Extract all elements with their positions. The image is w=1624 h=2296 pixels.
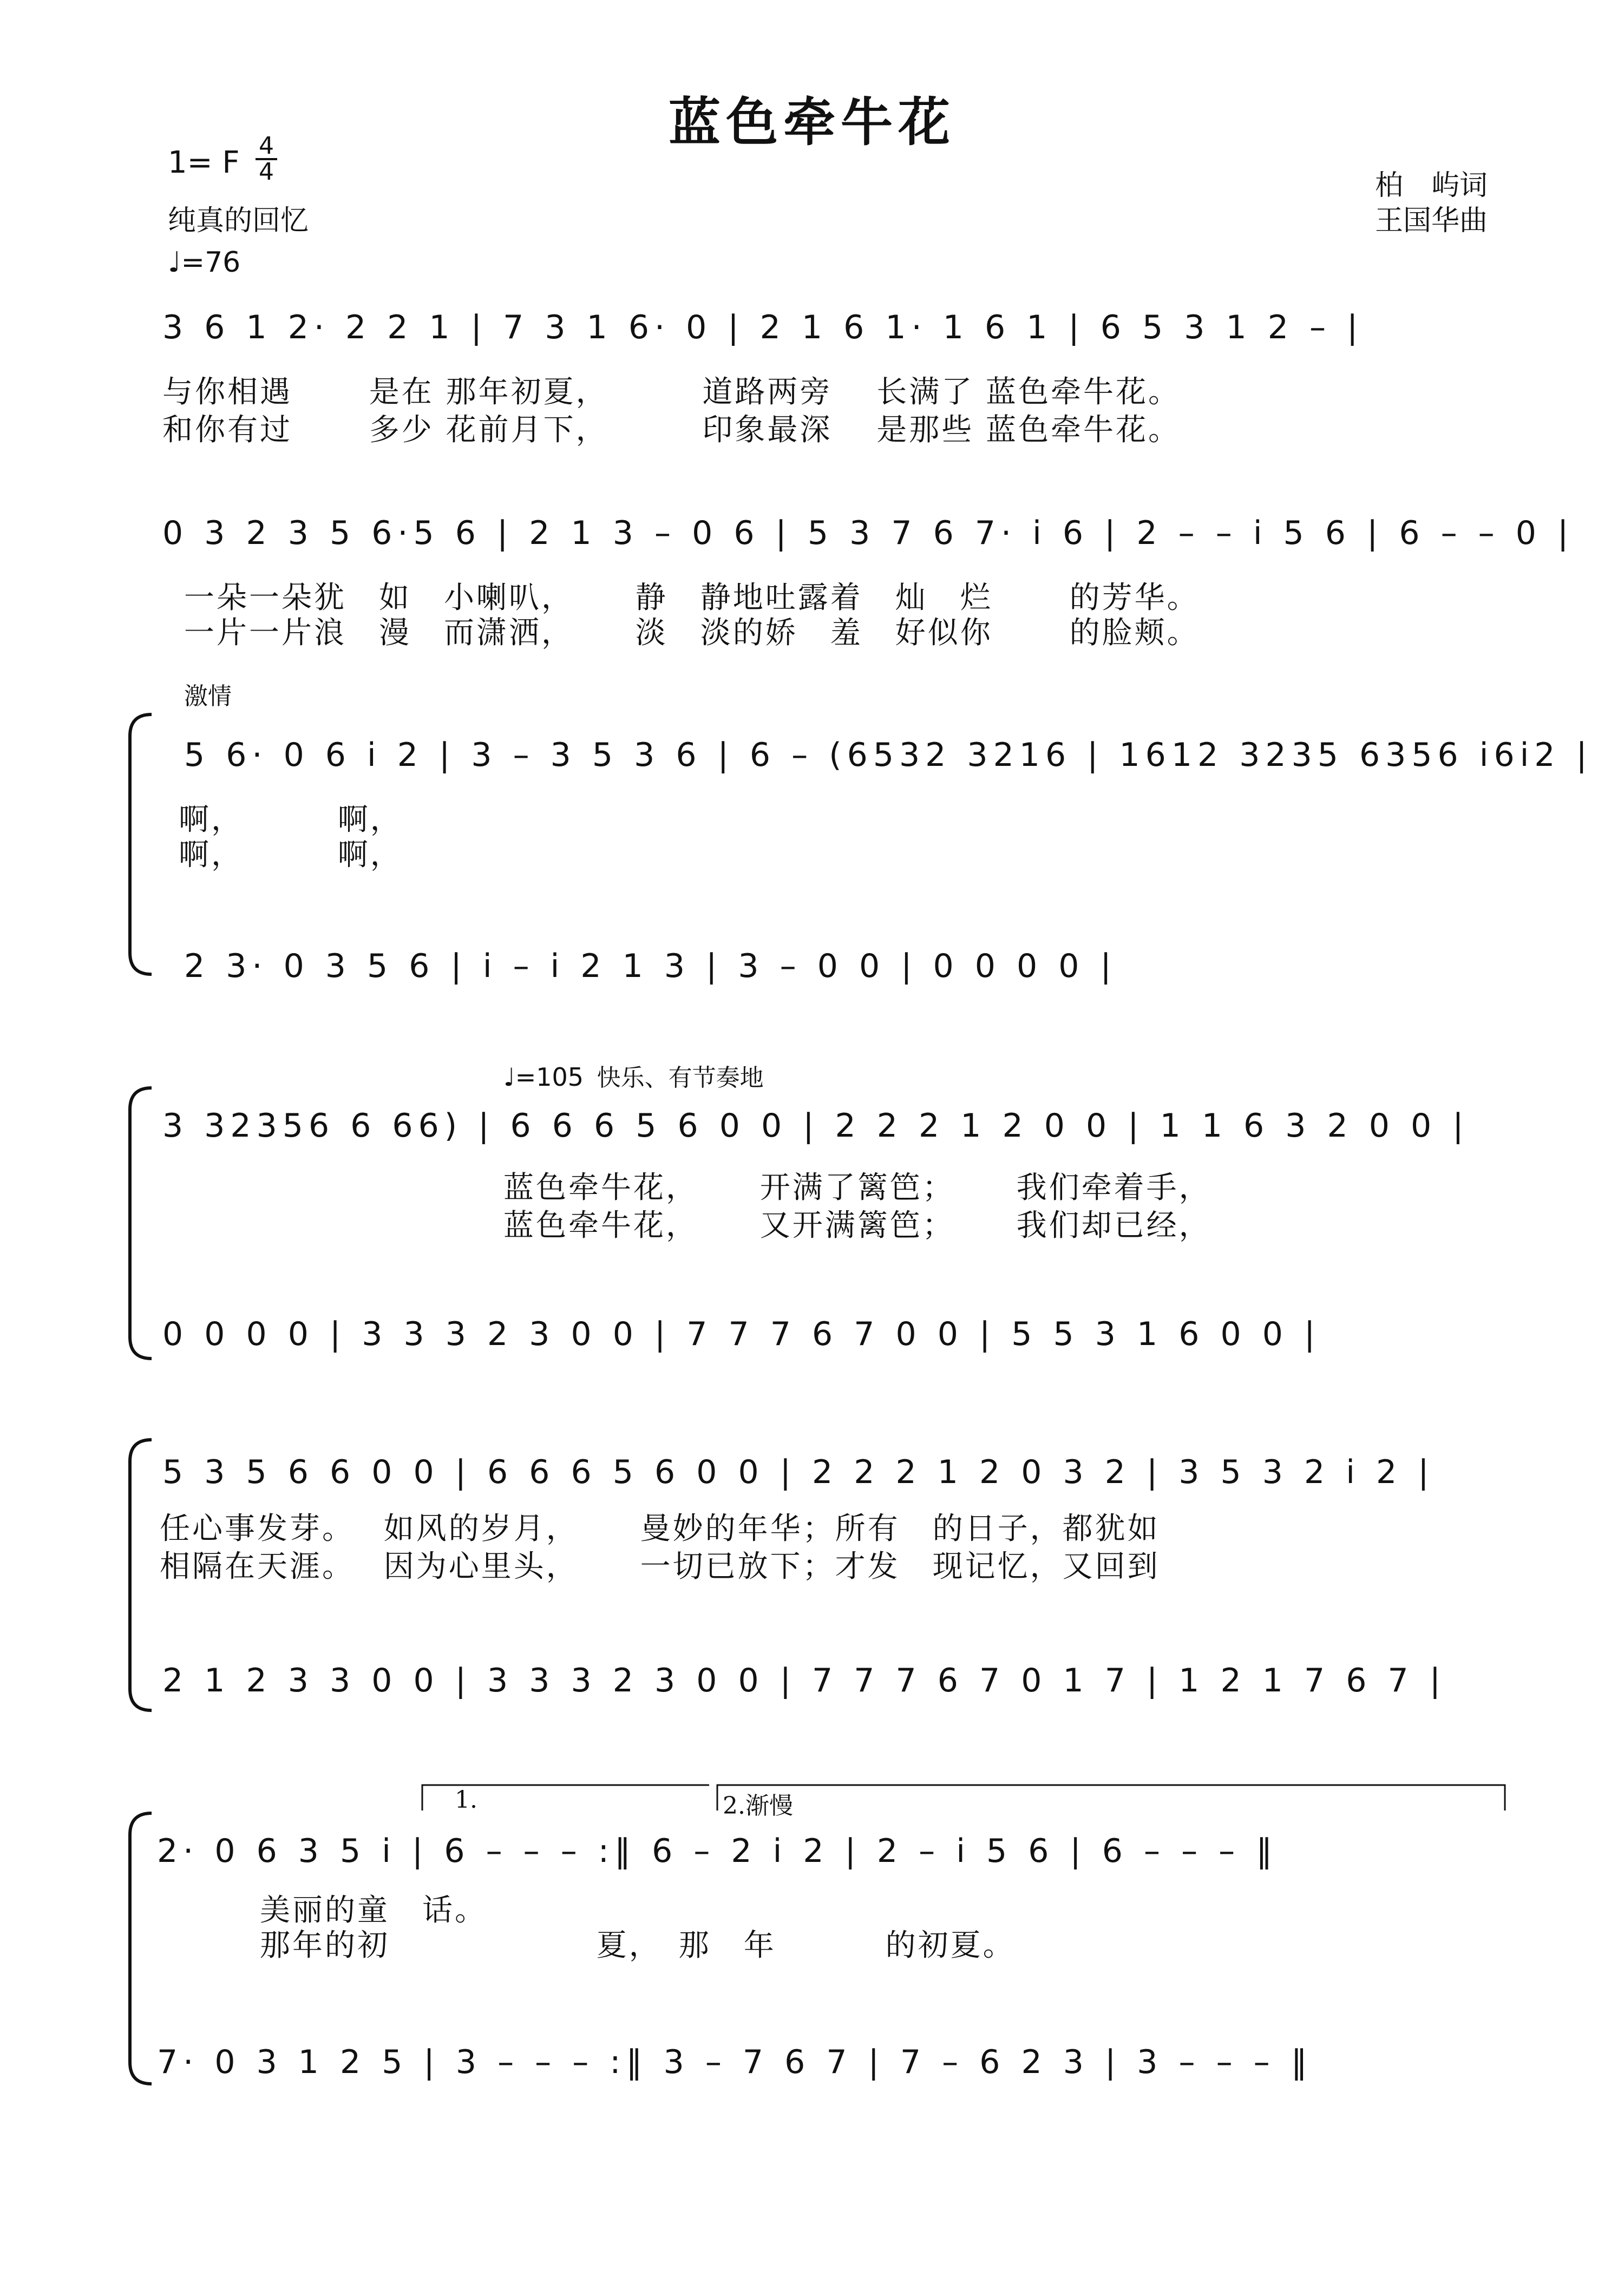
lyricist-credit: 柏 屿词: [1375, 169, 1488, 202]
system5-brace: [119, 1429, 162, 1721]
system5-lyrics-verse2: 相隔在天涯。 因为心里头， 一切已放下；才发 现记忆，又回到: [160, 1549, 1160, 1584]
time-signature-top: 4: [256, 134, 277, 160]
system3-expression: 激情: [184, 683, 232, 710]
system3-brace: [119, 704, 162, 985]
system6-lyrics-verse1: 美丽的童 话。: [260, 1893, 487, 1928]
system5-upper-notes: 5 3 5 6 6 0 0 | 6 6 6 5 6 0 0 | 2 2 2 1 2 0 3 2 | 3 5 3 2 i 2 |: [162, 1453, 1435, 1491]
system6-lower-notes: 7· 0 3 1 2 5 | 3 – – – :‖ 3 – 7 6 7 | 7 – 6 2 3 | 3 – – – ‖: [157, 2043, 1313, 2081]
system2-lyrics-verse1: 一朵一朵犹 如 小喇叭， 静 静地吐露着 灿 烂 的芳华。: [184, 580, 1200, 615]
system4-lyrics-verse1: 蓝色牵牛花， 开满了篱笆； 我们牵着手，: [503, 1170, 1212, 1205]
composer-credit: 王国华曲: [1375, 205, 1488, 237]
system6-lyrics-verse2: 那年的初 夏， 那 年 的初夏。: [260, 1928, 1016, 1963]
volta-brackets: [417, 1781, 1510, 1813]
time-signature: [256, 134, 277, 184]
time-signature-bottom: 4: [259, 158, 274, 186]
system5-lower-notes: 2 1 2 3 3 0 0 | 3 3 3 2 3 0 0 | 7 7 7 6 7 0 1 7 | 1 2 1 7 6 7 |: [162, 1662, 1446, 1700]
system1-notes: 3 6 1 2· 2 2 1 | 7 3 1 6· 0 | 2 1 6 1· 1 6 1 | 6 5 3 1 2 – |: [162, 309, 1364, 346]
key-signature: 1= F: [168, 145, 240, 180]
system3-upper-notes: 5 6· 0 6 i 2 | 3 – 3 5 3 6 | 6 – (6532 3216 | 1612 3235 6356 i6i2 |: [184, 736, 1593, 774]
system4-upper-notes: 3 32356 6 66) | 6 6 6 5 6 0 0 | 2 2 2 1 2 0 0 | 1 1 6 3 2 0 0 |: [162, 1107, 1469, 1145]
system3-lower-notes: 2 3· 0 3 5 6 | i – i 2 1 3 | 3 – 0 0 | 0 0 0 0 |: [184, 947, 1117, 985]
system5-lyrics-verse1: 任心事发芽。 如风的岁月， 曼妙的年华；所有 的日子，都犹如: [160, 1511, 1160, 1546]
system3-lyrics-verse1: 啊， 啊，: [179, 802, 403, 837]
system6-upper-notes: 2· 0 6 3 5 i | 6 – – – :‖ 6 – 2 i 2 | 2 – i 5 6 | 6 – – – ‖: [157, 1832, 1278, 1870]
volta-second-ending: 2.渐慢: [723, 1792, 793, 1820]
system1-lyrics-verse1: 与你相遇 是在 那年初夏， 道路两旁 长满了 蓝色牵牛花。: [162, 375, 1181, 410]
tempo-change-text: 快乐、有节奏地: [597, 1064, 764, 1092]
system4-lyrics-verse2: 蓝色牵牛花， 又开满篱笆； 我们却已经，: [503, 1208, 1212, 1243]
volta-first-ending: 1.: [455, 1786, 477, 1814]
system1-lyrics-verse2: 和你有过 多少 花前月下， 印象最深 是那些 蓝色牵牛花。: [162, 412, 1181, 448]
system2-lyrics-verse2: 一片一片浪 漫 而潇洒， 淡 淡的娇 羞 好似你 的脸颊。: [184, 615, 1200, 651]
expression-marking: 纯真的回忆: [168, 205, 309, 237]
song-title: 蓝色牵牛花: [669, 91, 955, 153]
tempo-change-value: ♩=105: [503, 1062, 584, 1092]
tempo-marking: ♩=76: [168, 246, 241, 279]
system4-brace: [119, 1077, 162, 1369]
system4-lower-notes: 0 0 0 0 | 3 3 3 2 3 0 0 | 7 7 7 6 7 0 0 | 5 5 3 1 6 0 0 |: [162, 1315, 1321, 1353]
system2-notes: 0 3 2 3 5 6·5 6 | 2 1 3 – 0 6 | 5 3 7 6 7· i 6 | 2 – – i 5 6 | 6 – – 0 |: [162, 514, 1574, 552]
system3-lyrics-verse2: 啊， 啊，: [179, 837, 403, 873]
system6-brace: [119, 1802, 162, 2095]
tempo-change: [503, 1058, 764, 1093]
